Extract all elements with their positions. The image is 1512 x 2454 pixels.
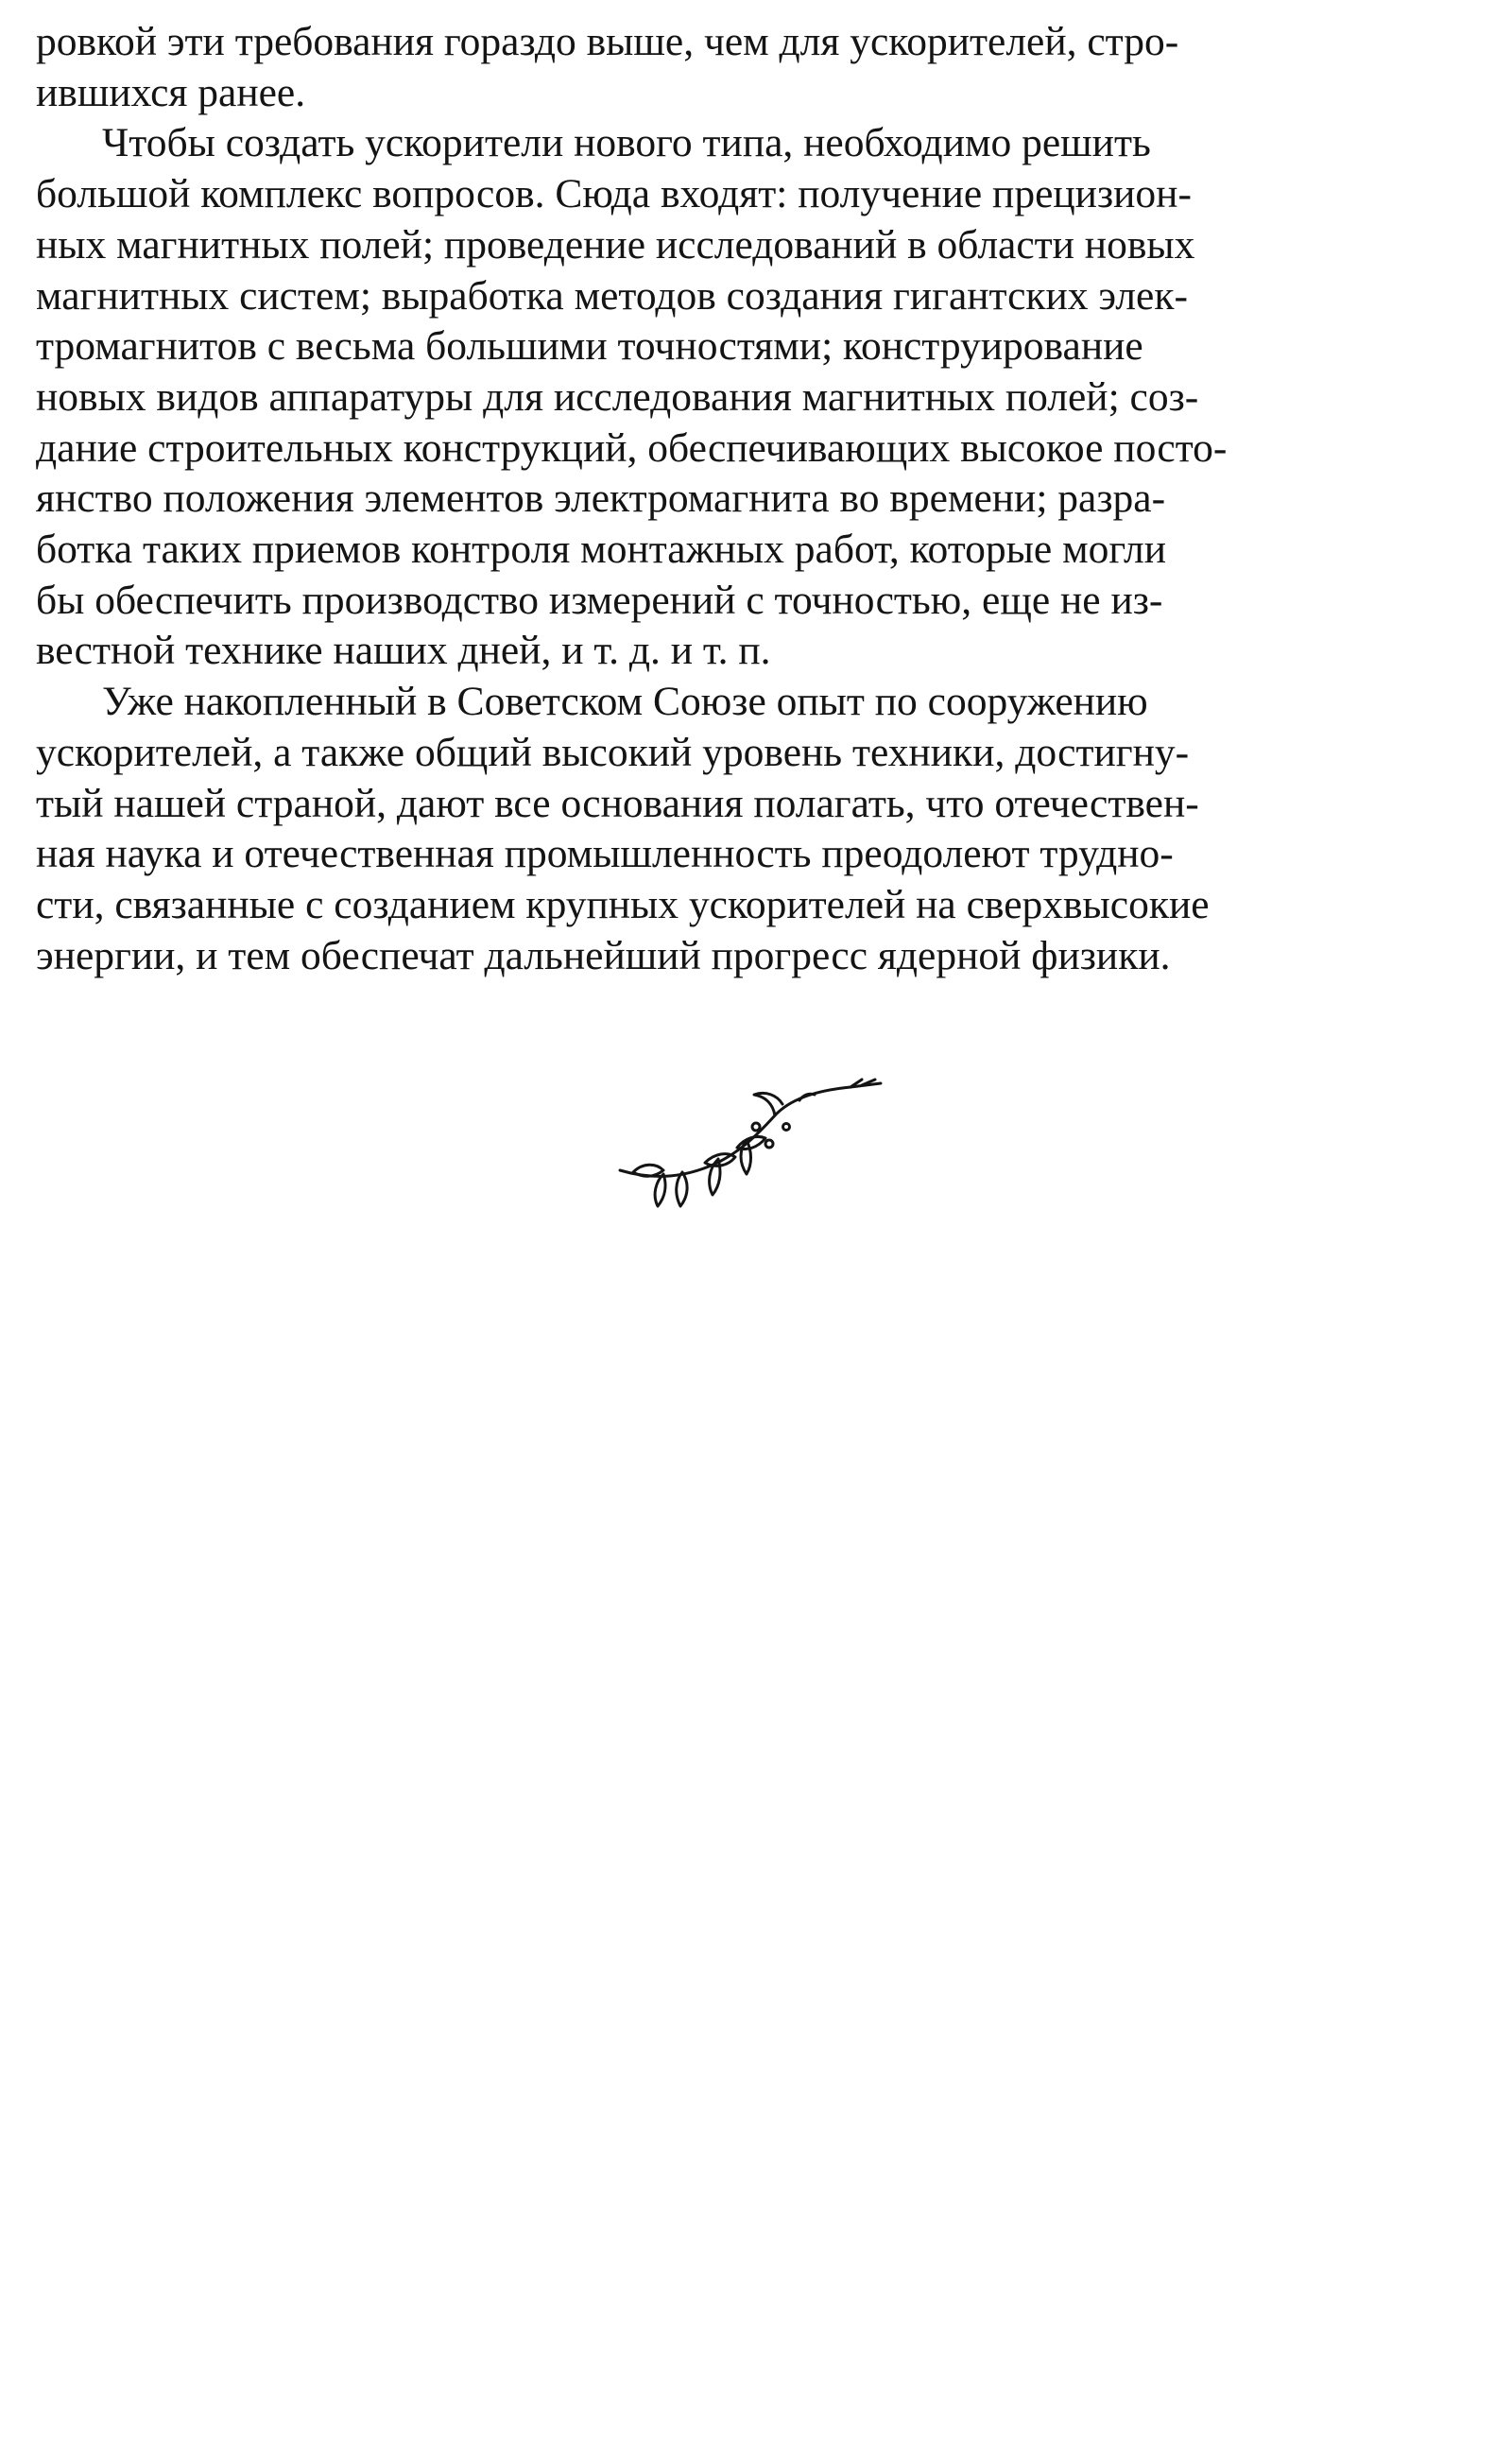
paragraph-1 xyxy=(36,17,1491,118)
page-body xyxy=(36,17,1491,981)
text-line: энергии, и тем обеспечат дальнейший прогресс ядерной физики. xyxy=(36,932,1171,978)
laurel-branch-icon xyxy=(614,1068,888,1210)
text-line: большой комплекс вопросов. Сюда входят: получение прецизион- xyxy=(36,171,1192,217)
paragraph-3 xyxy=(36,677,1491,981)
paragraph-2 xyxy=(36,118,1491,677)
text-line: ная наука и отечественная промышленность преодолеют трудно- xyxy=(36,831,1174,877)
text-line: сти, связанные с созданием крупных ускорителей на сверхвысокие xyxy=(36,881,1210,927)
text-line: Чтобы создать ускорители нового типа, необходимо решить xyxy=(102,120,1151,166)
text-line: ившихся ранее. xyxy=(36,69,306,115)
text-line: Уже накопленный в Советском Союзе опыт по сооружению xyxy=(102,679,1148,725)
text-line: ных магнитных полей; проведение исследований в области новых xyxy=(36,221,1195,268)
text-line: бы обеспечить производство измерений с точностью, еще не из- xyxy=(36,577,1163,623)
text-line: вестной технике наших дней, и т. д. и т. п. xyxy=(36,628,771,674)
text-line: тый нашей страной, дают все основания полагать, что отечествен- xyxy=(36,780,1199,826)
text-line: тромагнитов с весьма большими точностями; конструирование xyxy=(36,323,1143,370)
text-line: янство положения элементов электромагнита во времени; разра- xyxy=(36,475,1166,522)
text-line: новых видов аппаратуры для исследования магнитных полей; соз- xyxy=(36,373,1199,420)
text-line: дание строительных конструкций, обеспечивающих высокое посто- xyxy=(36,424,1228,471)
text-line: магнитных систем; выработка методов создания гигантских элек- xyxy=(36,272,1188,319)
text-line: ровкой эти требования гораздо выше, чем для ускорителей, стро- xyxy=(36,19,1179,64)
text-line: ботка таких приемов контроля монтажных работ, которые могли xyxy=(36,527,1166,573)
text-line: ускорителей, а также общий высокий уровень техники, достигну- xyxy=(36,729,1190,775)
